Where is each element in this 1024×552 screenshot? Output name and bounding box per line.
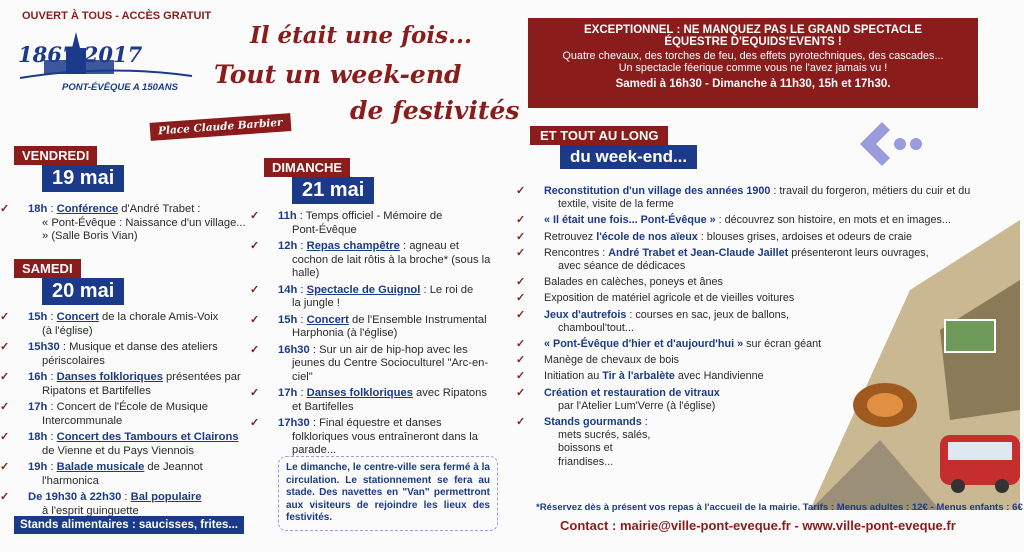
dimanche-events xyxy=(250,210,498,461)
check-icon: ✓ xyxy=(516,276,526,289)
vendredi-date: 19 mai xyxy=(42,165,124,192)
check-icon: ✓ xyxy=(516,214,526,227)
check-icon: ✓ xyxy=(0,341,10,353)
weekend-item: ✓ « Il était une fois... Pont-Évêque » : découvrez son histoire, en mots et en images... xyxy=(516,214,951,227)
spectacle-title-2: ÉQUESTRE D'EQUIDS'EVENTS ! xyxy=(664,36,842,48)
check-icon: ✓ xyxy=(250,313,260,326)
weekend-item: ✓ Rencontres : André Trabet et Jean-Claude Jaillet présenteront leurs ouvrages, avec séance de dédicaces xyxy=(516,246,929,273)
check-icon: ✓ xyxy=(250,343,260,356)
check-icon: ✓ xyxy=(250,210,260,222)
samedi-heading xyxy=(14,259,124,305)
dimanche-heading xyxy=(264,158,374,204)
weekend-item: ✓ Retrouvez l'école de nos aïeux : blouses grises, ardoises et odeurs de craie xyxy=(516,230,913,243)
stands-alimentaires-banner: Stands alimentaires : saucisses, frites... xyxy=(14,516,244,534)
samedi-event: ✓ 18h : Concert des Tambours et Clairons de Vienne et du Pays Viennois xyxy=(0,431,239,457)
samedi-event: ✓ 16h : Danses folkloriques présentées par Ripatons et Bartifelles xyxy=(0,371,241,397)
spectacle-times: Samedi à 16h30 - Dimanche à 11h30, 15h et 17h30. xyxy=(615,78,891,90)
samedi-event: ✓ De 19h30 à 22h30 : Bal populaire à l'esprit guinguette xyxy=(0,491,202,517)
weekend-item: ✓ Manège de chevaux de bois xyxy=(516,354,680,367)
anniversary-logo xyxy=(14,26,200,100)
title-line-3: de festivités xyxy=(350,96,520,125)
weekend-item: ✓ Jeux d'autrefois : courses en sac, jeux de ballons, chamboul'tout... xyxy=(516,308,790,334)
samedi-event: ✓ 15h : Concert de la chorale Amis-Voix (à l'église) xyxy=(0,311,219,337)
dimanche-event: ✓ 15h : Concert de l'Ensemble Instrumental Harphonia (à l'église) xyxy=(250,313,487,339)
spectacle-line-2: Un spectacle féerique comme vous ne l'avez jamais vu ! xyxy=(618,62,888,74)
dimanche-date: 21 mai xyxy=(292,177,374,204)
dimanche-event: ✓ 17h30 : Final équestre et danses folkloriques vous entraîneront dans la parade... xyxy=(250,417,478,456)
vendredi-day: VENDREDI xyxy=(14,146,97,165)
check-icon: ✓ xyxy=(516,246,526,259)
weekend-item: ✓ « Pont-Évêque d'hier et d'aujourd'hui » sur écran géant xyxy=(516,338,822,351)
spectacle-line-1: Quatre chevaux, des torches de feu, des effets pyrotechniques, des cascades... xyxy=(562,50,944,62)
dots-arrow-icon xyxy=(856,120,928,168)
check-icon: ✓ xyxy=(250,417,260,429)
samedi-day: SAMEDI xyxy=(14,259,81,278)
vendredi-events xyxy=(0,203,250,247)
spectacle-banner xyxy=(528,18,978,108)
check-icon: ✓ xyxy=(0,431,10,443)
samedi-events xyxy=(0,311,250,521)
check-icon: ✓ xyxy=(0,491,10,503)
logo-subtitle: PONT-ÉVÊQUE A 150ANS xyxy=(62,82,178,93)
check-icon: ✓ xyxy=(0,371,10,383)
check-icon: ✓ xyxy=(0,203,10,215)
weekend-item: ✓ Création et restauration de vitraux par l'Atelier Lum'Verre (à l'église) xyxy=(516,386,720,412)
ouvert-a-tous: OUVERT À TOUS - ACCÈS GRATUIT xyxy=(22,10,212,22)
samedi-event: ✓ 15h30 : Musique et danse des ateliers périscolaires xyxy=(0,341,218,367)
dimanche-event: ✓ 17h : Danses folkloriques avec Ripatons et Bartifelles xyxy=(250,387,487,413)
weekend-heading-2: du week-end... xyxy=(560,145,697,169)
check-icon: ✓ xyxy=(516,370,526,383)
samedi-event: ✓ 17h : Concert de l'École de Musique Intercommunale xyxy=(0,401,208,427)
check-icon: ✓ xyxy=(0,311,10,323)
samedi-event: ✓ 19h : Balade musicale de Jeannot l'harmonica xyxy=(0,461,203,487)
reservation-note: *Réservez dès à présent vos repas à l'accueil de la mairie. Tarifs : Menus adultes : 12€ - Menus enfants : 6€ xyxy=(536,502,1023,513)
dimanche-event: ✓ 16h30 : Sur un air de hip-hop avec les jeunes du Centre Socioculturel "Arc-en-ciel" xyxy=(250,343,489,383)
check-icon: ✓ xyxy=(516,185,526,197)
title-line-2: Tout un week-end xyxy=(214,60,462,89)
check-icon: ✓ xyxy=(516,338,526,351)
circulation-note: Le dimanche, le centre-ville sera fermé à la circulation. Le stationnement se fera au stade. Des navettes en "Van" permettront aux visiteurs de rejoindre les lieux des festivités. xyxy=(278,456,498,531)
weekend-heading-1: ET TOUT AU LONG xyxy=(530,126,668,145)
logo-years: 1867 2017 xyxy=(18,42,143,67)
check-icon: ✓ xyxy=(250,387,260,399)
weekend-item: ✓ Exposition de matériel agricole et de vieilles voitures xyxy=(516,292,795,305)
title-line-1: Il était une fois... xyxy=(250,22,473,49)
weekend-item: ✓ Initiation au Tir à l'arbalète avec Handivienne xyxy=(516,370,764,383)
dimanche-day: DIMANCHE xyxy=(264,158,350,177)
check-icon: ✓ xyxy=(0,461,10,473)
check-icon: ✓ xyxy=(516,308,526,321)
check-icon: ✓ xyxy=(250,283,260,296)
weekend-item: ✓ Stands gourmands : mets sucrés, salés, boissons et friandises... xyxy=(516,416,651,468)
samedi-date: 20 mai xyxy=(42,278,124,305)
check-icon: ✓ xyxy=(516,386,526,399)
check-icon: ✓ xyxy=(516,230,526,243)
check-icon: ✓ xyxy=(0,401,10,413)
weekend-list xyxy=(516,185,1010,469)
weekend-item: ✓ Reconstitution d'un village des années 1900 : travail du forgeron, métiers du cuir et du textile, visite de la ferme xyxy=(516,185,971,211)
check-icon: ✓ xyxy=(516,292,526,305)
dimanche-event: ✓ 12h : Repas champêtre : agneau et cochon de lait rôtis à la broche* (sous la halle) xyxy=(250,240,491,279)
dimanche-event: ✓ 11h : Temps officiel - Mémoire de Pont-Évêque xyxy=(250,210,443,236)
vendredi-event: ✓ 18h : Conférence d'André Trabet : « Pont-Évêque : Naissance d'un village... » (Salle Boris Vian) xyxy=(0,203,246,242)
dimanche-event: ✓ 14h : Spectacle de Guignol : Le roi de la jungle ! xyxy=(250,283,474,309)
vendredi-heading xyxy=(14,146,124,192)
check-icon: ✓ xyxy=(250,240,260,252)
weekend-item: ✓ Balades en calèches, poneys et ânes xyxy=(516,276,723,289)
place-badge: Place Claude Barbier xyxy=(150,113,292,141)
check-icon: ✓ xyxy=(516,354,526,367)
contact-line: Contact : mairie@ville-pont-eveque.fr - www.ville-pont-eveque.fr xyxy=(560,518,956,533)
check-icon: ✓ xyxy=(516,416,526,429)
spectacle-title-1: EXCEPTIONNEL : NE MANQUEZ PAS LE GRAND SPECTACLE xyxy=(584,24,922,36)
